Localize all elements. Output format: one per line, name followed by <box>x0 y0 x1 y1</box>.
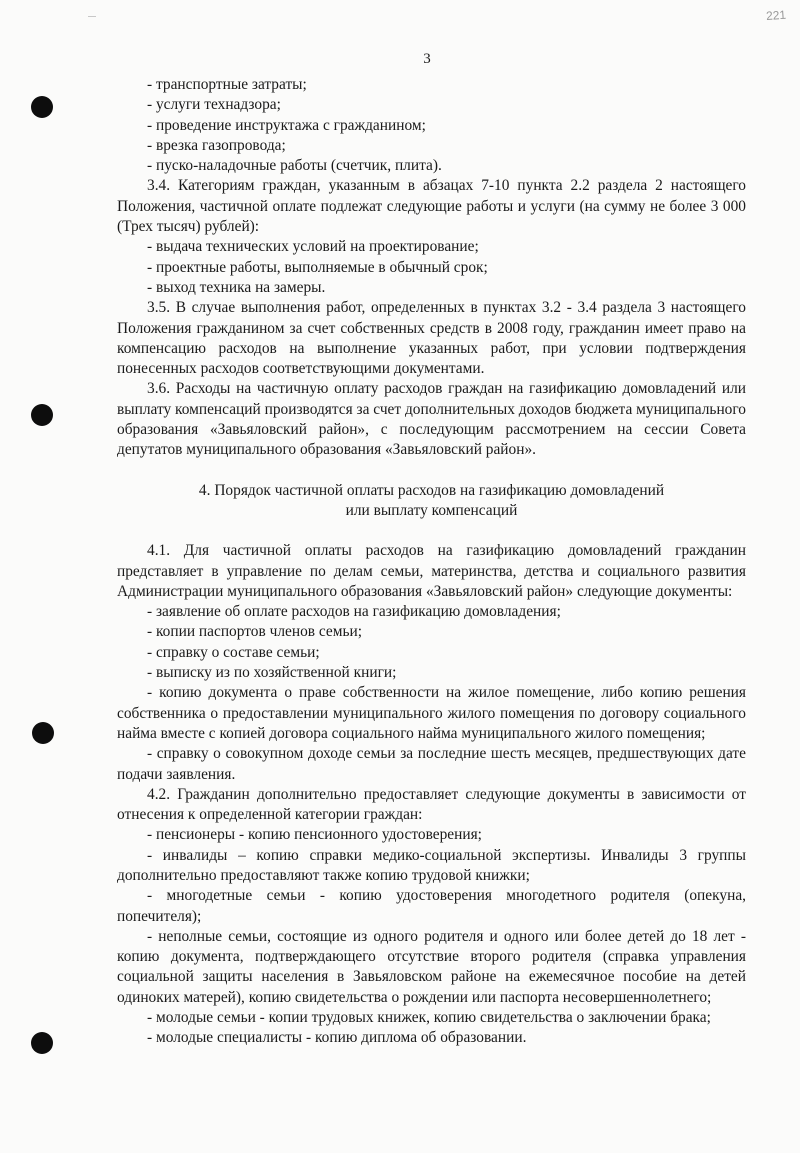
list-item: - справку о составе семьи; <box>147 643 320 661</box>
list-item: - проектные работы, выполняемые в обычный срок; <box>147 258 488 276</box>
list-item: - заявление об оплате расходов на газификацию домовладения; <box>147 603 561 621</box>
list-item: - выдача технических условий на проектирование; <box>147 238 479 256</box>
list-item: - молодые семьи - копии трудовых книжек, копию свидетельства о заключении брака; <box>147 1009 711 1027</box>
punch-hole-icon <box>31 1032 53 1054</box>
section-title-line: 4. Порядок частичной оплаты расходов на газификацию домовладений <box>198 481 665 499</box>
paragraph-3-6: 3.6. Расходы на частичную оплату расходов граждан на газификацию домовладений или выплату компенсаций производятся за счет дополнительных доходов бюджета муниципального образования «Завьяловский район», с последующим рассмотрением на сессии Совета депутатов муниципального образования «Завьяловский район». <box>117 380 746 459</box>
document-body <box>117 75 746 1049</box>
punch-hole-icon <box>31 96 53 118</box>
list-item: - транспортные затраты; <box>147 76 307 93</box>
list-item: - инвалиды – копию справки медико-социальной экспертизы. Инвалиды 3 группы дополнительно предоставляют также копию трудовой книжки; <box>117 846 746 884</box>
list-item: - молодые специалисты - копию диплома об образовании. <box>147 1029 527 1047</box>
list-item: - пуско-наладочные работы (счетчик, плита). <box>147 157 442 175</box>
paragraph-4-1: 4.1. Для частичной оплаты расходов на газификацию домовладений гражданин представляет в управление по делам семьи, материнства, детства и социального развития Администрации муниципального образования «Завьяловский район» следующие документы: <box>117 542 746 600</box>
list-item: - врезка газопровода; <box>147 136 286 154</box>
list-item: - проведение инструктажа с гражданином; <box>147 116 426 134</box>
page-number: 3 <box>423 51 431 67</box>
list-item: - выход техника на замеры. <box>147 278 326 296</box>
list-item: - неполные семьи, состоящие из одного родителя и одного или более детей до 18 лет - копию документа, подтверждающего отсутствие второго родителя (справка управления социальной защиты населения в Завьяловском районе на ежемесячное пособие на детей одиноких матерей), копию свидетельства о рождении или паспорта несовершеннолетнего; <box>117 927 746 1006</box>
scan-speck <box>88 16 96 17</box>
list-item: - услуги технадзора; <box>147 96 281 114</box>
list-item: - копии паспортов членов семьи; <box>147 623 362 641</box>
list-item: - копию документа о праве собственности на жилое помещение, либо копию решения собственника о предоставлении муниципального жилого помещения по договору социального найма вместе с копией договора социального найма муниципального жилого помещения; <box>117 684 746 742</box>
section-title-line: или выплату компенсаций <box>345 501 518 519</box>
punch-hole-icon <box>31 404 53 426</box>
paragraph-3-5: 3.5. В случае выполнения работ, определенных в пунктах 3.2 - 3.4 раздела 3 настоящего Положения гражданином за счет собственных средств в 2008 году, гражданин имеет право на компенсацию расходов на выполнение указанных работ, при условии подтверждения понесенных расходов соответствующими документами. <box>117 299 746 378</box>
paragraph-4-2: 4.2. Гражданин дополнительно предоставляет следующие документы в зависимости от отнесения к определенной категории граждан: <box>117 785 746 824</box>
list-item: - пенсионеры - копию пенсионного удостоверения; <box>147 826 482 844</box>
paragraph-3-4: 3.4. Категориям граждан, указанным в абзацах 7-10 пункта 2.2 раздела 2 настоящего Положения, частичной оплате подлежат следующие работы и услуги (на сумму не более 3 000 (Трех тысяч) рублей): <box>117 177 746 236</box>
list-item: - справку о совокупном доходе семьи за последние шесть месяцев, предшествующих дате подачи заявления. <box>117 745 746 783</box>
section-4-title <box>117 481 746 522</box>
list-item: - многодетные семьи - копию удостоверения многодетного родителя (опекуна, попечителя); <box>117 887 746 925</box>
corner-page-note: 221 <box>765 7 787 24</box>
list-item: - выписку из по хозяйственной книги; <box>147 664 397 682</box>
punch-hole-icon <box>32 722 54 744</box>
